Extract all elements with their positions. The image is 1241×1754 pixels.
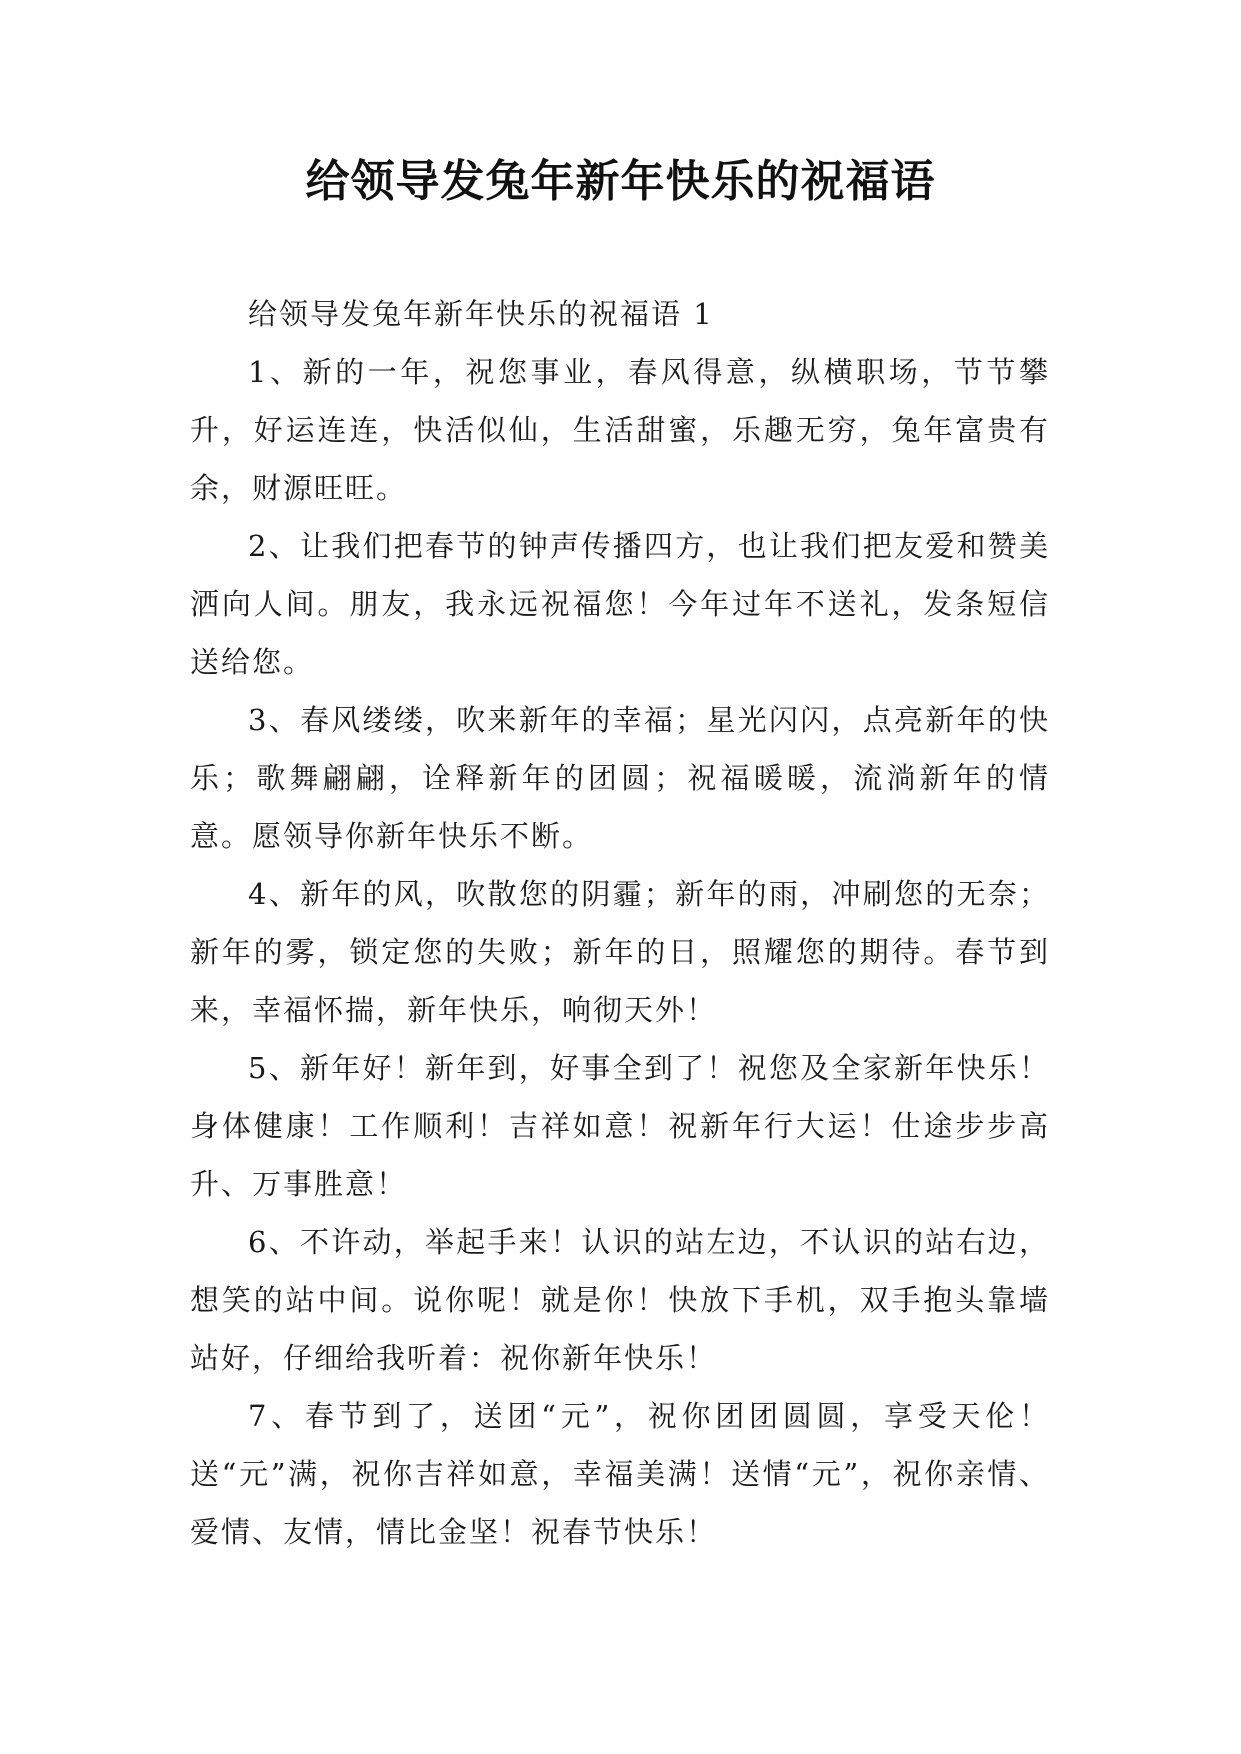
paragraph-6: 6、不许动，举起手来！认识的站左边，不认识的站右边，想笑的站中间。说你呢！就是你！快放下手机，双手抱头靠墙站好，仔细给我听着：祝你新年快乐！ [190, 1225, 1050, 1375]
paragraph-3: 3、春风缕缕，吹来新年的幸福；星光闪闪，点亮新年的快乐；歌舞翩翩，诠释新年的团圆；祝福暖暖，流淌新年的情意。愿领导你新年快乐不断。 [190, 703, 1050, 853]
document-title: 给领导发兔年新年快乐的祝福语 [305, 156, 936, 207]
paragraph-2: 2、让我们把春节的钟声传播四方，也让我们把友爱和赞美洒向人间。朋友，我永远祝福您！今年过年不送礼，发条短信送给您。 [190, 529, 1050, 679]
paragraph-5: 5、新年好！新年到，好事全到了！祝您及全家新年快乐！身体健康！工作顺利！吉祥如意！祝新年行大运！仕途步步高升、万事胜意！ [190, 1051, 1050, 1201]
document-body [190, 285, 1050, 1561]
paragraph-4: 4、新年的风，吹散您的阴霾；新年的雨，冲刷您的无奈；新年的雾，锁定您的失败；新年的日，照耀您的期待。春节到来，幸福怀揣，新年快乐，响彻天外！ [190, 877, 1050, 1027]
section-heading: 给领导发兔年新年快乐的祝福语 1 [248, 297, 714, 331]
paragraph-1: 1、新的一年，祝您事业，春风得意，纵横职场，节节攀升，好运连连，快活似仙，生活甜蜜，乐趣无穷，兔年富贵有余，财源旺旺。 [190, 355, 1050, 505]
paragraph-7: 7、春节到了，送团“元”，祝你团团圆圆，享受天伦！送“元”满，祝你吉祥如意，幸福美满！送情“元”，祝你亲情、爱情、友情，情比金坚！祝春节快乐！ [190, 1399, 1050, 1549]
